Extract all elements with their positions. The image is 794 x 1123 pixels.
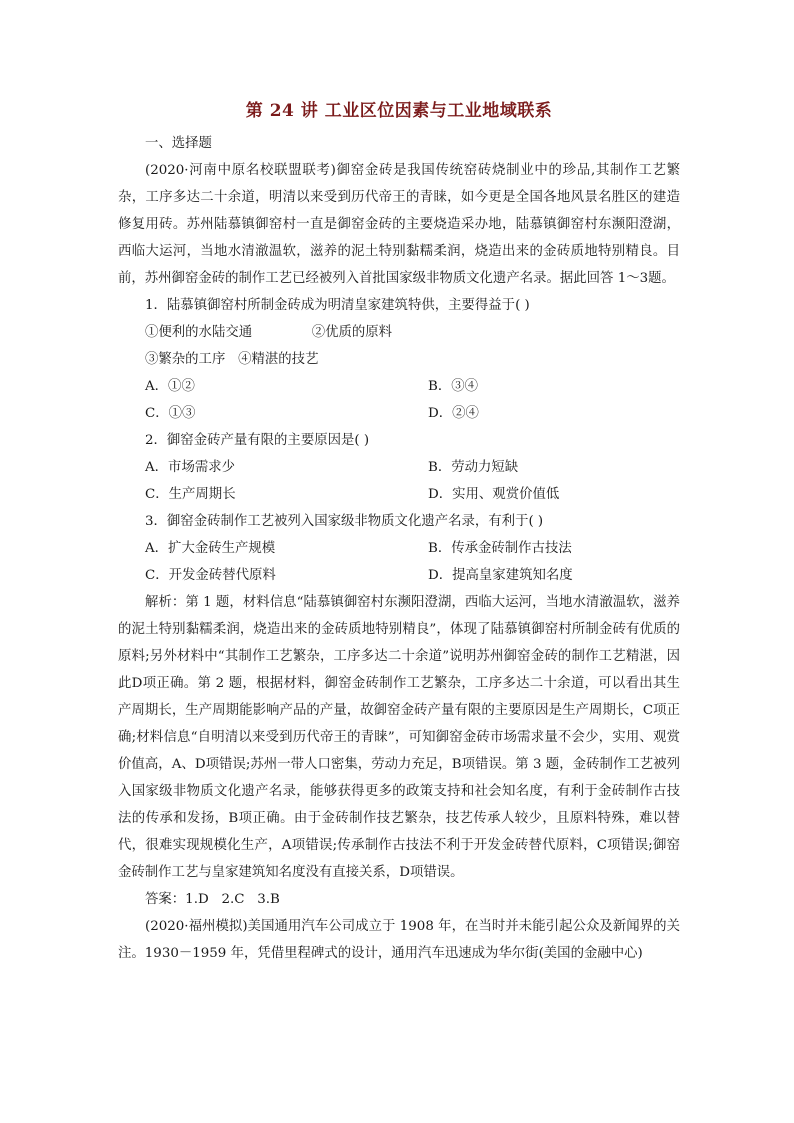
option-a: A．①② [145, 379, 195, 394]
question-3-options-row-2 [145, 562, 680, 589]
option-a: A．市场需求少 [145, 460, 236, 475]
option-c: C．①③ [145, 406, 196, 421]
material-paragraph-2: (2020·福州模拟)美国通用汽车公司成立于 1908 年，在当时并未能引起公众及新闻界的关注。1930－1959 年，凭借里程碑式的设计，通用汽车迅速成为华尔街(美国的金融中心) [118, 919, 680, 961]
question-1-stem: 1．陆慕镇御窑村所制金砖成为明清皇家建筑特供，主要得益于( ) [145, 298, 530, 313]
question-1-options-row-1 [145, 373, 680, 400]
option-b: B．劳动力短缺 [428, 460, 519, 475]
question-3-stem: 3．御窑金砖制作工艺被列入国家级非物质文化遗产名录，有利于( ) [145, 514, 544, 529]
option-b: B．③④ [428, 379, 479, 394]
option-b: B．传承金砖制作古技法 [428, 541, 572, 556]
question-1-items-b: ③繁杂的工序 ④精湛的技艺 [145, 352, 319, 367]
question-2-options-row-1 [145, 454, 680, 481]
question-1-items-a: ①便利的水陆交通 ②优质的原料 [145, 325, 393, 340]
question-3-options-row-1 [145, 535, 680, 562]
page-title: 第 24 讲 工业区位因素与工业地域联系 [245, 101, 553, 121]
material-paragraph-1: (2020·河南中原名校联盟联考)御窑金砖是我国传统窑砖烧制业中的珍品,其制作工艺繁杂，工序多达二十余道，明清以来受到历代帝王的青睐，如今更是全国各地风景名胜区的建造修复用砖。苏州陆慕镇御窑村一直是御窑金砖的主要烧造采办地，陆慕镇御窑村东濒阳澄湖，西临大运河，当地水清澈温软，滋养的泥土特别黏糯柔润，烧造出来的金砖质地特别精良。目前，苏州御窑金砖的制作工艺已经被列入首批国家级非物质文化遗产名录。据此回答 1～3题。 [118, 163, 680, 286]
question-1-options-row-2 [145, 400, 680, 427]
option-a: A．扩大金砖生产规模 [145, 541, 276, 556]
option-d: D．提高皇家建筑知名度 [428, 568, 573, 583]
analysis-paragraph: 解析：第 1 题，材料信息“陆慕镇御窑村东濒阳澄湖，西临大运河，当地水清澈温软，滋养的泥土特别黏糯柔润，烧造出来的金砖质地特别精良”，体现了陆慕镇御窑村所制金砖有优质的原料;另外材料中“其制作工艺繁杂，工序多达二十余道”说明苏州御窑金砖的制作工艺精湛，因此D项正确。第 2 题，根据材料，御窑金砖制作工艺繁杂，工序多达二十余道，可以看出其生产周期长，生产周期能影响产品的产量，故御窑金砖产量有限的主要原因是生产周期长，C项正确;材料信息“自明清以来受到历代帝王的青睐”，可知御窑金砖市场需求量不会少，实用、观赏价值高，A、D项错误;苏州一带人口密集，劳动力充足，B项错误。第 3 题，金砖制作工艺被列入国家级非物质文化遗产名录，能够获得更多的政策支持和社会知名度，有利于金砖制作古技法的传承和发扬，B项正确。由于金砖制作技艺繁杂，技艺传承人较少，且原料特殊，难以替代，很难实现规模化生产，A项错误;传承制作古技法不利于开发金砖替代原料，C项错误;御窑金砖制作工艺与皇家建筑知名度没有直接关系，D项错误。 [118, 595, 680, 880]
question-2-options-row-2 [145, 481, 680, 508]
option-d: D．②④ [428, 406, 479, 421]
answer-line: 答案：1.D 2.C 3.B [145, 892, 280, 907]
option-d: D．实用、观赏价值低 [428, 487, 560, 502]
question-2-stem: 2．御窑金砖产量有限的主要原因是( ) [145, 433, 370, 448]
section-heading: 一、选择题 [145, 136, 212, 151]
option-c: C．开发金砖替代原料 [145, 568, 276, 583]
document-page [118, 96, 680, 967]
option-c: C．生产周期长 [145, 487, 236, 502]
